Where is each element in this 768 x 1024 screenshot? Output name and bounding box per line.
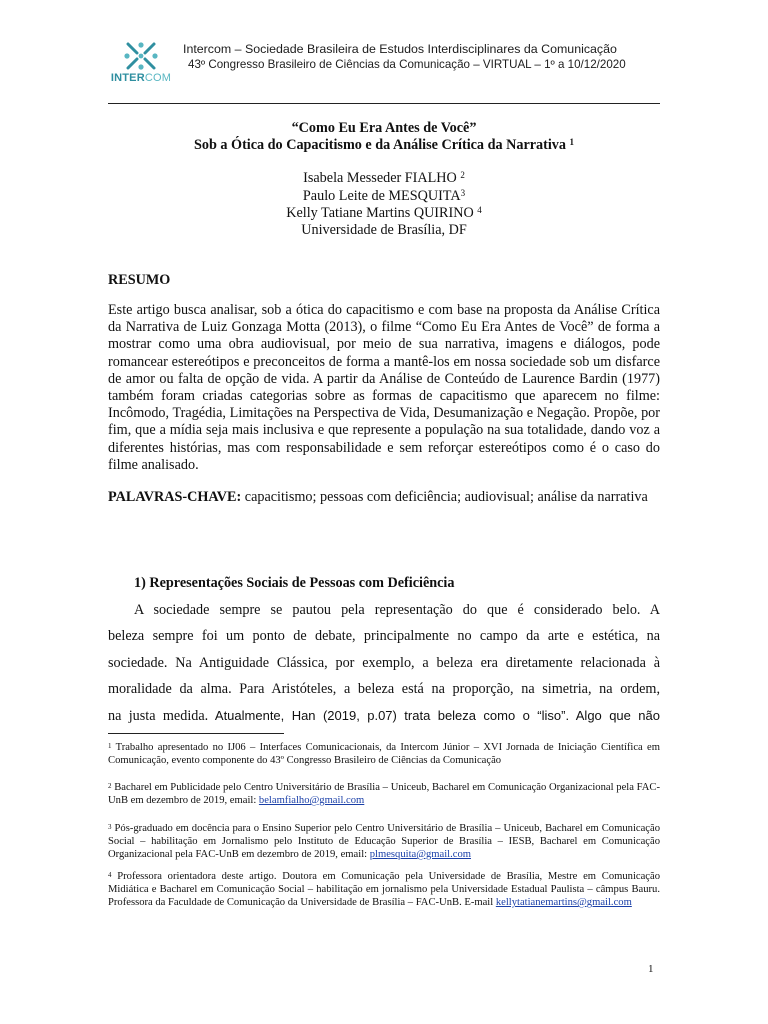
author-1 (108, 169, 660, 187)
footnote-ref: 3 (460, 188, 466, 198)
section-body (108, 597, 660, 729)
footnote-text: Trabalho apresentado no IJ06 – Interfaces Comunicacionais, da Intercom Júnior – XVI Jornada de Iniciação Científica em Comunicação, evento componente do 43º Congresso Brasileiro de Ciências da Comunicação (108, 742, 660, 766)
body-line-last (108, 703, 660, 729)
logo-wordmark (108, 72, 174, 84)
footnote-2 (108, 781, 660, 807)
author-name: Kelly Tatiane Martins QUIRINO (286, 205, 474, 221)
abstract-text: Este artigo busca analisar, sob a ótica do capacitismo e com base na proposta da Análise Crítica da Narrativa de Luiz Gonzaga Motta (2013), o filme “Como Eu Era Antes de Você” de forma a mostrar como uma obra audiovisual, por meio de sua narrativa, imagens e diálogos, pode romancear estereótipos e preconceitos de forma a mantê-los em nossa sociedade sob um disfarce de amor ou falta de opção de vida. A partir da Análise de Conteúdo de Laurence Bardin (1977) também foram criadas categorias sobre as formas de capacitismo que aparecem no filme: Incômodo, Tragédia, Limitações na Perspectiva de Vida, Desumanização e Negação. Propõe, por fim, que a mídia seja mais inclusiva e que represente a população na sua totalidade, dando voz a diferentes histórias, mas com responsabilidade e sem reforçar estereótipos como é o caso do filme analisado. (108, 302, 660, 473)
email-link[interactable]: plmesquita@gmail.com (369, 849, 471, 860)
footnote-number: 2 (108, 782, 112, 790)
abstract-heading: RESUMO (108, 272, 171, 288)
footnote-number: 4 (108, 871, 112, 879)
header-divider (108, 103, 660, 104)
paper-title-line2 (108, 136, 660, 154)
email-link[interactable]: kellytatianemartins@gmail.com (495, 897, 632, 908)
body-line: sociedade. Na Antiguidade Clássica, por exemplo, a beleza era diretamente relacionada à (108, 654, 660, 671)
body-line-serif-part: na justa medida. (108, 707, 209, 724)
footnote-1 (108, 741, 660, 767)
footnote-text: Pós-graduado em docência para o Ensino Superior pelo Centro Universitário de Brasília – Uniceub, Bacharel em Comunicação Social – habilitação em Jornalismo pelo Instituto de Educação Superior de Brasília – IESB, Bacharel em Comunicação Organizacional pela FAC-UnB em dezembro de 2019, email: (108, 823, 660, 860)
author-3 (108, 204, 660, 222)
body-line-sans-part: Atualmente, Han (2019, p.07) trata beleza como o “liso”. Algo que não (208, 707, 660, 723)
email-link[interactable]: belamfialho@gmail.com (258, 795, 365, 806)
footnote-number: 3 (108, 823, 112, 831)
footnote-text: Professora orientadora deste artigo. Doutora em Comunicação pela Universidade de Brasília, Mestre em Comunicação Midiática e Bacharel em Comunicação Social – habilitação em jornalismo pela Universidade Estadual Paulista – câmpus Bauru. Professora da Faculdade de Comunicação da Universidade de Brasília – FAC-UnB. E-mail (108, 871, 660, 908)
logo-wordmark-inter: INTER (110, 72, 145, 84)
keywords-text: capacitismo; pessoas com deficiência; audiovisual; análise da narrativa (241, 489, 648, 505)
intercom-logo (108, 40, 174, 96)
footnote-number: 1 (108, 742, 112, 750)
footnote-3 (108, 822, 660, 861)
footnote-ref: 2 (460, 170, 465, 180)
keywords (108, 489, 660, 506)
author-2 (108, 187, 660, 205)
body-line: A sociedade sempre se pautou pela representação do que é considerado belo. A (134, 602, 660, 618)
body-line: moralidade da alma. Para Aristóteles, a beleza está na proporção, na simetria, na ordem, (108, 681, 660, 698)
intercom-logo-icon (108, 40, 174, 72)
page-number: 1 (648, 963, 654, 975)
section-heading: 1) Representações Sociais de Pessoas com Deficiência (134, 575, 455, 591)
footnote-ref: 1 (569, 137, 575, 147)
keywords-label: PALAVRAS-CHAVE: (108, 489, 242, 505)
author-name: Isabela Messeder FIALHO (303, 170, 457, 186)
paper-title-line1: “Como Eu Era Antes de Você” (291, 120, 477, 136)
affiliation: Universidade de Brasília, DF (301, 222, 467, 238)
footnote-text: Bacharel em Publicidade pelo Centro Universitário de Brasília – Uniceub, Bacharel em Comunicação Organizacional pela FAC-UnB em dezembro de 2019, email: (108, 782, 660, 806)
paper-title-text: Sob a Ótica do Capacitismo e da Análise Crítica da Narrativa (193, 137, 566, 153)
footnote-ref: 4 (477, 205, 482, 215)
header-event-line: 43º Congresso Brasileiro de Ciências da Comunicação – VIRTUAL – 1º a 10/12/2020 (188, 58, 626, 71)
body-line: beleza sempre foi um ponto de debate, principalmente no campo da arte e estética, na (108, 628, 660, 645)
footnote-4 (108, 870, 660, 909)
author-name: Paulo Leite de MESQUITA (302, 188, 461, 204)
header-org-line: Intercom – Sociedade Brasileira de Estudos Interdisciplinares da Comunicação (183, 42, 617, 56)
logo-wordmark-com: COM (144, 72, 172, 84)
footnote-divider (108, 733, 284, 734)
